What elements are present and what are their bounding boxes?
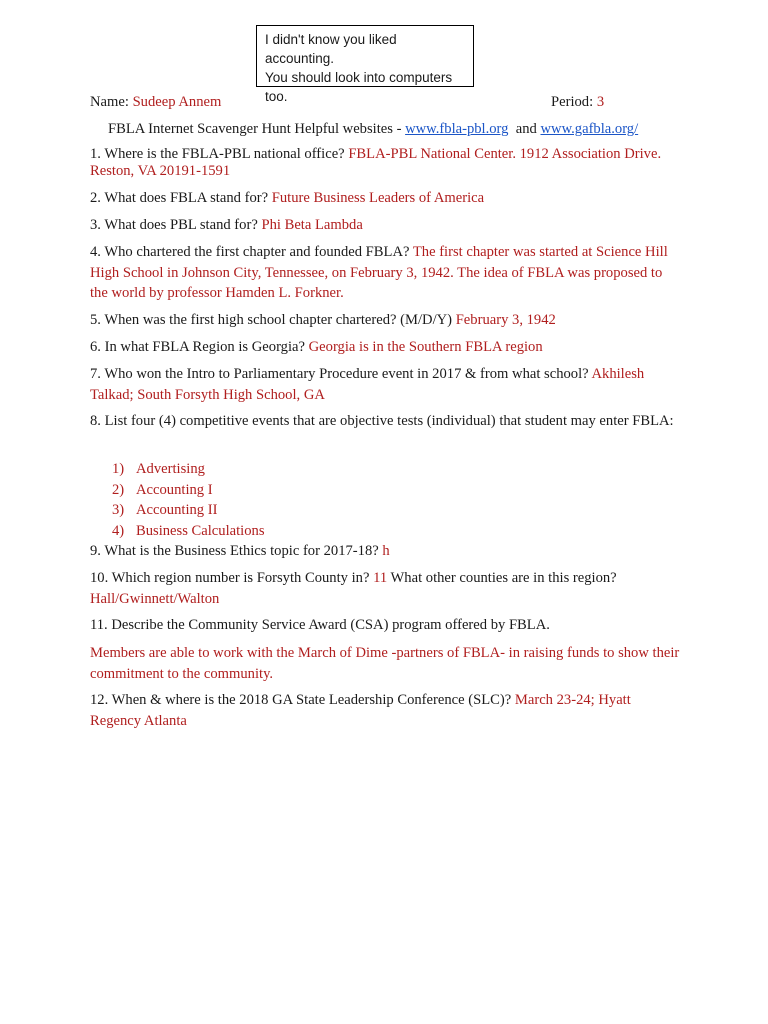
websites-row (108, 119, 638, 139)
list-number: 3) (112, 502, 125, 518)
question-text: 7. Who won the Intro to Parliamentary Procedure event in 2017 & from what school? (90, 366, 589, 382)
question-9 (90, 541, 390, 561)
answer-text-2: Hall/Gwinnett/Walton (90, 590, 220, 607)
question-text: 5. When was the first high school chapter chartered? (M/D/Y) (90, 312, 453, 328)
gafbla-link[interactable]: www.gafbla.org/ (540, 121, 639, 137)
list-number: 2) (112, 482, 125, 498)
answer-text: Akhilesh Talkad; South Forsyth High School, GA (90, 366, 645, 403)
question-8 (90, 411, 680, 432)
question-text: 3. What does PBL stand for? (90, 217, 258, 233)
list-label: Business Calculations (136, 523, 265, 539)
question-text: 10. Which region number is Forsyth County in? (90, 570, 370, 586)
question-text: 11. Describe the Community Service Award (CSA) program offered by FBLA. (90, 617, 550, 633)
list-label: Advertising (136, 461, 205, 477)
question-2 (90, 188, 484, 208)
list-number: 1) (112, 461, 125, 477)
question-text: 1. Where is the FBLA-PBL national office? (90, 146, 345, 162)
period-value: 3 (596, 94, 605, 110)
list-item (112, 500, 217, 520)
question-text: 4. Who chartered the first chapter and founded FBLA? (90, 244, 410, 260)
question-11 (90, 615, 550, 635)
name-row (90, 92, 221, 112)
question-7 (90, 364, 680, 405)
question-text: 12. When & where is the 2018 GA State Leadership Conference (SLC)? (90, 692, 512, 708)
question-text: 2. What does FBLA stand for? (90, 190, 269, 206)
question-text: 8. List four (4) competitive events that are objective tests (individual) that student may enter FBLA: (90, 413, 674, 429)
list-label: Accounting I (136, 482, 213, 498)
question-4 (90, 242, 680, 304)
question-text: 9. What is the Business Ethics topic for 2017-18? (90, 543, 379, 559)
comment-line: You should look into computers (265, 70, 453, 85)
question-6 (90, 337, 543, 357)
answer-text: Future Business Leaders of America (271, 190, 485, 206)
answer-text: 11 (373, 570, 388, 586)
and-text: and (515, 121, 537, 137)
answer-text: Georgia is in the Southern FBLA region (308, 339, 543, 355)
fbla-pbl-link[interactable]: www.fbla-pbl.org (405, 121, 509, 137)
answer-text: February 3, 1942 (455, 312, 556, 328)
period-label: Period: (551, 94, 594, 110)
question-12 (90, 690, 680, 731)
answer-11: Members are able to work with the March of Dime -partners of FBLA- in raising funds to show their commitment to the community. (90, 645, 680, 682)
list-item (112, 459, 205, 479)
name-value: Sudeep Annem (132, 94, 222, 110)
period-row (551, 92, 604, 112)
answer-text: h (382, 543, 390, 559)
answer-text: FBLA-PBL National Center. 1912 Association Drive. Reston, VA 20191-1591 (90, 146, 662, 179)
question-text-2: What other counties are in this region? (390, 570, 617, 586)
list-item (112, 521, 265, 541)
comment-line: too. (265, 89, 288, 104)
list-label: Accounting II (136, 502, 218, 518)
question-5 (90, 310, 556, 330)
answer-text: March 23-24; Hyatt Regency Atlanta (90, 692, 631, 729)
list-number: 4) (112, 523, 125, 539)
name-label: Name: (90, 94, 129, 110)
answer-text: The first chapter was started at Science Hill High School in Johnson City, Tennessee, on February 3, 1942. The idea of FBLA was proposed to the world by professor Hamden L. Forkner. (90, 244, 668, 301)
question-text: 6. In what FBLA Region is Georgia? (90, 339, 305, 355)
question-10 (90, 568, 680, 609)
question-1 (90, 146, 680, 180)
websites-text: FBLA Internet Scavenger Hunt Helpful websites - (108, 121, 402, 137)
question-3 (90, 215, 363, 235)
comment-box (256, 25, 474, 104)
list-item (112, 480, 213, 500)
comment-line: I didn't know you liked accounting. (265, 32, 397, 66)
answer-text: Phi Beta Lambda (261, 217, 363, 233)
